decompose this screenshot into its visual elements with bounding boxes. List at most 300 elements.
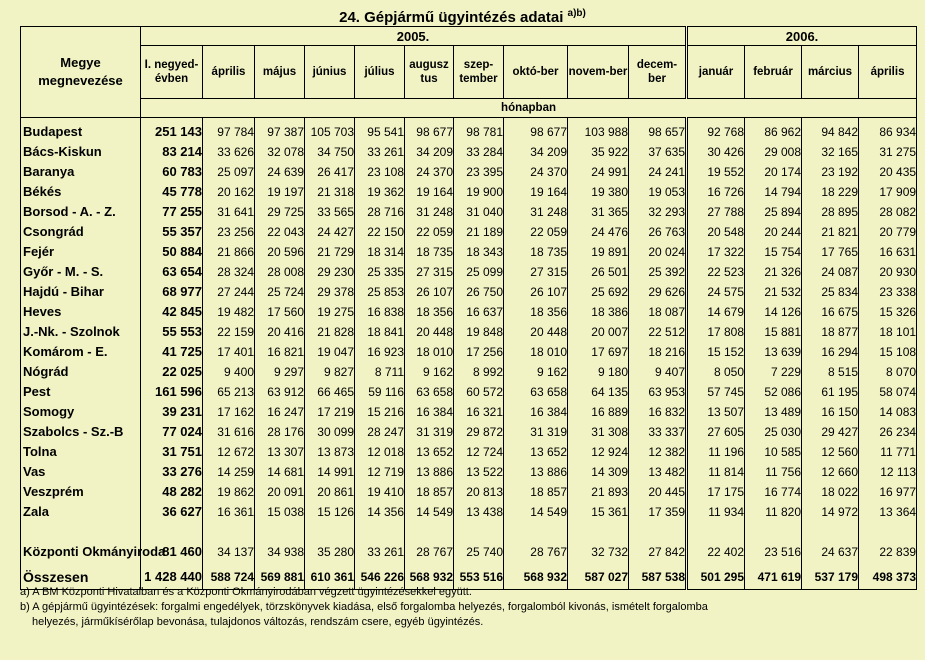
- month-value: 31 275: [859, 142, 917, 162]
- month-header-2005: novem-ber: [568, 46, 629, 99]
- month-value: 35 280: [305, 522, 355, 562]
- table-row: [21, 182, 917, 202]
- month-value: 34 209: [504, 142, 568, 162]
- table-row: [21, 422, 917, 442]
- month-value: 32 732: [568, 522, 629, 562]
- month-value: 553 516: [454, 562, 504, 590]
- month-value: 18 087: [629, 302, 687, 322]
- month-value: 31 365: [568, 202, 629, 222]
- month-value: 13 522: [454, 462, 504, 482]
- month-value: 31 616: [203, 422, 255, 442]
- month-value: 13 886: [504, 462, 568, 482]
- month-value: 27 788: [687, 202, 745, 222]
- month-value: 18 877: [802, 322, 859, 342]
- q1-value: 77 255: [141, 202, 203, 222]
- month-value: 33 626: [203, 142, 255, 162]
- title-footnote-marks: a)b): [567, 8, 586, 19]
- month-value: 16 726: [687, 182, 745, 202]
- month-value: 34 938: [255, 522, 305, 562]
- county-name: Zala: [21, 502, 141, 522]
- footnotes: [20, 585, 906, 630]
- month-value: 20 930: [859, 262, 917, 282]
- month-value: 29 626: [629, 282, 687, 302]
- county-name: Hajdú - Bihar: [21, 282, 141, 302]
- q1-value: 48 282: [141, 482, 203, 502]
- month-value: 98 781: [454, 118, 504, 143]
- month-value: 22 043: [255, 222, 305, 242]
- month-value: 28 247: [355, 422, 405, 442]
- footnote-a: a) A BM Központi Hivatalban és a Központi Okmányirodában végzett ügyintézésekkel együtt.: [20, 586, 472, 598]
- county-name: Baranya: [21, 162, 141, 182]
- month-value: 30 426: [687, 142, 745, 162]
- month-value: 19 275: [305, 302, 355, 322]
- month-value: 16 821: [255, 342, 305, 362]
- month-value: 15 754: [745, 242, 802, 262]
- page-title: [0, 2, 925, 26]
- month-value: 12 719: [355, 462, 405, 482]
- month-value: 20 779: [859, 222, 917, 242]
- county-name: Somogy: [21, 402, 141, 422]
- month-value: 33 284: [454, 142, 504, 162]
- month-value: 10 585: [745, 442, 802, 462]
- table-row: [21, 202, 917, 222]
- month-value: 20 244: [745, 222, 802, 242]
- month-value: 22 059: [405, 222, 454, 242]
- month-value: 28 716: [355, 202, 405, 222]
- month-value: 12 382: [629, 442, 687, 462]
- month-value: 14 972: [802, 502, 859, 522]
- q1-value: 60 783: [141, 162, 203, 182]
- month-value: 28 176: [255, 422, 305, 442]
- month-value: 30 099: [305, 422, 355, 442]
- county-name: Pest: [21, 382, 141, 402]
- month-value: 17 256: [454, 342, 504, 362]
- month-value: 25 030: [745, 422, 802, 442]
- month-value: 14 259: [203, 462, 255, 482]
- month-value: 63 912: [255, 382, 305, 402]
- month-value: 29 008: [745, 142, 802, 162]
- month-value: 14 549: [504, 502, 568, 522]
- month-value: 26 750: [454, 282, 504, 302]
- q1-value: 33 276: [141, 462, 203, 482]
- month-value: 9 297: [255, 362, 305, 382]
- month-value: 13 364: [859, 502, 917, 522]
- month-value: 13 307: [255, 442, 305, 462]
- month-value: 26 234: [859, 422, 917, 442]
- month-value: 22 159: [203, 322, 255, 342]
- footnote-b: b) A gépjármű ügyintézések: forgalmi engedélyek, törzskönyvek kiadása, első forgalomba helyezés, forgalomból kivonás, ismételt forgalomba: [20, 601, 708, 613]
- month-value: 11 196: [687, 442, 745, 462]
- month-value: 19 482: [203, 302, 255, 322]
- month-value: 17 697: [568, 342, 629, 362]
- month-value: 16 832: [629, 402, 687, 422]
- month-value: 8 050: [687, 362, 745, 382]
- q1-value: 41 725: [141, 342, 203, 362]
- month-value: 18 857: [504, 482, 568, 502]
- month-value: 15 216: [355, 402, 405, 422]
- month-value: 18 314: [355, 242, 405, 262]
- month-value: 27 315: [405, 262, 454, 282]
- month-value: 25 740: [454, 522, 504, 562]
- month-value: 19 164: [504, 182, 568, 202]
- month-value: 19 891: [568, 242, 629, 262]
- q1-value: 63 654: [141, 262, 203, 282]
- month-value: 19 862: [203, 482, 255, 502]
- month-value: 26 107: [405, 282, 454, 302]
- table-row: [21, 382, 917, 402]
- month-value: 20 548: [687, 222, 745, 242]
- month-value: 17 765: [802, 242, 859, 262]
- month-value: 16 923: [355, 342, 405, 362]
- month-value: 20 813: [454, 482, 504, 502]
- q1-value: 39 231: [141, 402, 203, 422]
- month-value: 23 395: [454, 162, 504, 182]
- month-value: 24 476: [568, 222, 629, 242]
- month-value: 16 977: [859, 482, 917, 502]
- month-value: 23 516: [745, 522, 802, 562]
- month-value: 26 417: [305, 162, 355, 182]
- q1-value: 50 884: [141, 242, 203, 262]
- month-value: 20 007: [568, 322, 629, 342]
- month-value: 31 319: [504, 422, 568, 442]
- table-row: [21, 282, 917, 302]
- month-value: 24 087: [802, 262, 859, 282]
- month-value: 33 261: [355, 142, 405, 162]
- month-value: 22 150: [355, 222, 405, 242]
- month-value: 12 924: [568, 442, 629, 462]
- month-value: 16 889: [568, 402, 629, 422]
- month-value: 22 839: [859, 522, 917, 562]
- month-header-2006: március: [802, 46, 859, 99]
- month-header-2006: február: [745, 46, 802, 99]
- month-value: 20 435: [859, 162, 917, 182]
- table-row: [21, 222, 917, 242]
- month-value: 16 361: [203, 502, 255, 522]
- county-name: Győr - M. - S.: [21, 262, 141, 282]
- month-value: 16 774: [745, 482, 802, 502]
- month-value: 16 150: [802, 402, 859, 422]
- month-value: 15 326: [859, 302, 917, 322]
- table-row: [21, 482, 917, 502]
- month-value: 14 126: [745, 302, 802, 322]
- month-value: 13 438: [454, 502, 504, 522]
- month-value: 8 070: [859, 362, 917, 382]
- month-value: 22 059: [504, 222, 568, 242]
- month-value: 14 549: [405, 502, 454, 522]
- month-value: 21 893: [568, 482, 629, 502]
- q1-value: 55 553: [141, 322, 203, 342]
- county-name: Szabolcs - Sz.-B: [21, 422, 141, 442]
- month-value: 32 293: [629, 202, 687, 222]
- q1-value: 31 751: [141, 442, 203, 462]
- table-row: [21, 322, 917, 342]
- month-value: 12 113: [859, 462, 917, 482]
- month-value: 13 482: [629, 462, 687, 482]
- month-value: 16 637: [454, 302, 504, 322]
- month-value: 16 294: [802, 342, 859, 362]
- month-header-2005: októ-ber: [504, 46, 568, 99]
- month-value: 20 162: [203, 182, 255, 202]
- month-value: 14 991: [305, 462, 355, 482]
- month-value: 66 465: [305, 382, 355, 402]
- month-value: 27 315: [504, 262, 568, 282]
- month-value: 97 387: [255, 118, 305, 143]
- month-value: 29 872: [454, 422, 504, 442]
- table-row: [21, 342, 917, 362]
- month-value: 537 179: [802, 562, 859, 590]
- month-value: 18 735: [504, 242, 568, 262]
- month-value: 18 010: [504, 342, 568, 362]
- table-row: [21, 162, 917, 182]
- month-value: 14 309: [568, 462, 629, 482]
- month-value: 18 386: [568, 302, 629, 322]
- month-value: 25 097: [203, 162, 255, 182]
- month-value: 18 022: [802, 482, 859, 502]
- month-value: 16 384: [405, 402, 454, 422]
- month-value: 23 192: [802, 162, 859, 182]
- county-name: Vas: [21, 462, 141, 482]
- q1-value: 55 357: [141, 222, 203, 242]
- data-table: [20, 26, 917, 590]
- year-2006-header: 2006.: [687, 27, 917, 46]
- month-value: 18 229: [802, 182, 859, 202]
- month-value: 12 724: [454, 442, 504, 462]
- month-value: 26 501: [568, 262, 629, 282]
- month-value: 60 572: [454, 382, 504, 402]
- table-row: [21, 442, 917, 462]
- month-value: 17 175: [687, 482, 745, 502]
- month-value: 31 040: [454, 202, 504, 222]
- month-value: 35 922: [568, 142, 629, 162]
- month-value: 19 410: [355, 482, 405, 502]
- month-value: 97 784: [203, 118, 255, 143]
- month-value: 26 763: [629, 222, 687, 242]
- county-name: Veszprém: [21, 482, 141, 502]
- month-value: 17 909: [859, 182, 917, 202]
- month-value: 25 853: [355, 282, 405, 302]
- table-row: [21, 522, 917, 562]
- month-value: 18 857: [405, 482, 454, 502]
- month-value: 20 174: [745, 162, 802, 182]
- month-value: 11 934: [687, 502, 745, 522]
- month-value: 24 639: [255, 162, 305, 182]
- month-value: 17 162: [203, 402, 255, 422]
- month-value: 86 962: [745, 118, 802, 143]
- county-name: Komárom - E.: [21, 342, 141, 362]
- month-value: 33 261: [355, 522, 405, 562]
- month-value: 18 010: [405, 342, 454, 362]
- month-value: 22 402: [687, 522, 745, 562]
- month-value: 17 322: [687, 242, 745, 262]
- month-value: 20 861: [305, 482, 355, 502]
- month-value: 21 326: [745, 262, 802, 282]
- month-value: 16 321: [454, 402, 504, 422]
- table-row: [21, 302, 917, 322]
- month-value: 16 631: [859, 242, 917, 262]
- month-value: 25 099: [454, 262, 504, 282]
- month-value: 31 641: [203, 202, 255, 222]
- month-header-2006: április: [859, 46, 917, 99]
- month-value: 17 560: [255, 302, 305, 322]
- month-value: 17 359: [629, 502, 687, 522]
- county-name: Fejér: [21, 242, 141, 262]
- month-value: 569 881: [255, 562, 305, 590]
- month-value: 16 247: [255, 402, 305, 422]
- county-name: J.-Nk. - Szolnok: [21, 322, 141, 342]
- month-value: 15 361: [568, 502, 629, 522]
- month-value: 94 842: [802, 118, 859, 143]
- month-value: 15 038: [255, 502, 305, 522]
- month-value: 498 373: [859, 562, 917, 590]
- month-value: 17 401: [203, 342, 255, 362]
- month-value: 11 756: [745, 462, 802, 482]
- month-value: 98 677: [405, 118, 454, 143]
- month-header-2005: április: [203, 46, 255, 99]
- month-value: 63 953: [629, 382, 687, 402]
- month-value: 14 794: [745, 182, 802, 202]
- q1-value: 1 428 440: [141, 562, 203, 590]
- month-header-2005: decem-ber: [629, 46, 687, 99]
- month-value: 24 241: [629, 162, 687, 182]
- month-value: 15 126: [305, 502, 355, 522]
- month-value: 18 216: [629, 342, 687, 362]
- month-value: 28 767: [405, 522, 454, 562]
- county-name: Békés: [21, 182, 141, 202]
- month-value: 105 703: [305, 118, 355, 143]
- month-header-row: [21, 46, 917, 99]
- q1-value: 36 627: [141, 502, 203, 522]
- month-value: 58 074: [859, 382, 917, 402]
- table-body: [21, 118, 917, 590]
- month-value: 33 337: [629, 422, 687, 442]
- county-name: Csongrád: [21, 222, 141, 242]
- month-value: 19 053: [629, 182, 687, 202]
- year-2005-header: 2005.: [141, 27, 687, 46]
- month-value: 24 991: [568, 162, 629, 182]
- month-value: 18 356: [405, 302, 454, 322]
- month-value: 21 821: [802, 222, 859, 242]
- q1-value: 68 977: [141, 282, 203, 302]
- q1-value: 81 460: [141, 522, 203, 562]
- month-value: 23 256: [203, 222, 255, 242]
- county-name: Összesen: [21, 562, 141, 590]
- month-value: 29 378: [305, 282, 355, 302]
- month-value: 29 725: [255, 202, 305, 222]
- month-value: 13 873: [305, 442, 355, 462]
- county-name: Budapest: [21, 118, 141, 143]
- month-value: 8 992: [454, 362, 504, 382]
- month-value: 19 164: [405, 182, 454, 202]
- month-header-2005: I. negyed-évben: [141, 46, 203, 99]
- month-value: 65 213: [203, 382, 255, 402]
- month-value: 471 619: [745, 562, 802, 590]
- month-value: 59 116: [355, 382, 405, 402]
- month-value: 11 820: [745, 502, 802, 522]
- month-value: 27 244: [203, 282, 255, 302]
- month-value: 14 679: [687, 302, 745, 322]
- month-value: 14 681: [255, 462, 305, 482]
- month-value: 8 711: [355, 362, 405, 382]
- month-value: 28 008: [255, 262, 305, 282]
- month-value: 98 677: [504, 118, 568, 143]
- month-value: 22 512: [629, 322, 687, 342]
- month-value: 9 400: [203, 362, 255, 382]
- month-value: 26 107: [504, 282, 568, 302]
- footnote-b-continued: helyezés, járműkísérőlap bevonása, tulajdonos változás, rendszám csere, egyéb ügyintézés.: [32, 616, 484, 628]
- title-text: 24. Gépjármű ügyintézés adatai: [339, 9, 564, 26]
- month-value: 19 848: [454, 322, 504, 342]
- month-value: 12 660: [802, 462, 859, 482]
- q1-value: 77 024: [141, 422, 203, 442]
- month-value: 34 209: [405, 142, 454, 162]
- month-value: 25 894: [745, 202, 802, 222]
- month-value: 29 230: [305, 262, 355, 282]
- month-value: 15 152: [687, 342, 745, 362]
- table-row: [21, 402, 917, 422]
- q1-value: 22 025: [141, 362, 203, 382]
- month-value: 9 162: [405, 362, 454, 382]
- month-header-2006: január: [687, 46, 745, 99]
- month-value: 27 605: [687, 422, 745, 442]
- month-value: 21 532: [745, 282, 802, 302]
- month-value: 52 086: [745, 382, 802, 402]
- month-value: 20 024: [629, 242, 687, 262]
- table-row: [21, 118, 917, 143]
- month-value: 20 091: [255, 482, 305, 502]
- month-value: 11 814: [687, 462, 745, 482]
- month-value: 31 248: [405, 202, 454, 222]
- month-value: 24 575: [687, 282, 745, 302]
- month-value: 13 639: [745, 342, 802, 362]
- month-value: 21 189: [454, 222, 504, 242]
- month-value: 20 448: [504, 322, 568, 342]
- month-value: 9 180: [568, 362, 629, 382]
- month-value: 587 027: [568, 562, 629, 590]
- month-value: 22 523: [687, 262, 745, 282]
- month-value: 18 101: [859, 322, 917, 342]
- month-value: 20 448: [405, 322, 454, 342]
- q1-value: 251 143: [141, 118, 203, 143]
- month-value: 37 635: [629, 142, 687, 162]
- month-value: 19 362: [355, 182, 405, 202]
- month-value: 92 768: [687, 118, 745, 143]
- month-value: 103 988: [568, 118, 629, 143]
- month-value: 34 750: [305, 142, 355, 162]
- month-value: 31 248: [504, 202, 568, 222]
- month-value: 64 135: [568, 382, 629, 402]
- month-value: 28 324: [203, 262, 255, 282]
- table-row: [21, 142, 917, 162]
- month-value: 57 745: [687, 382, 745, 402]
- month-value: 28 082: [859, 202, 917, 222]
- month-header-2005: augusz tus: [405, 46, 454, 99]
- table-row: [21, 462, 917, 482]
- month-value: 17 808: [687, 322, 745, 342]
- county-name: Központi Okmányiroda: [21, 522, 141, 562]
- month-value: 9 162: [504, 362, 568, 382]
- month-value: 18 343: [454, 242, 504, 262]
- month-value: 24 427: [305, 222, 355, 242]
- month-value: 19 047: [305, 342, 355, 362]
- month-value: 19 380: [568, 182, 629, 202]
- month-value: 16 384: [504, 402, 568, 422]
- month-value: 34 137: [203, 522, 255, 562]
- month-value: 33 565: [305, 202, 355, 222]
- month-value: 568 932: [504, 562, 568, 590]
- month-value: 21 866: [203, 242, 255, 262]
- month-value: 21 828: [305, 322, 355, 342]
- q1-value: 83 214: [141, 142, 203, 162]
